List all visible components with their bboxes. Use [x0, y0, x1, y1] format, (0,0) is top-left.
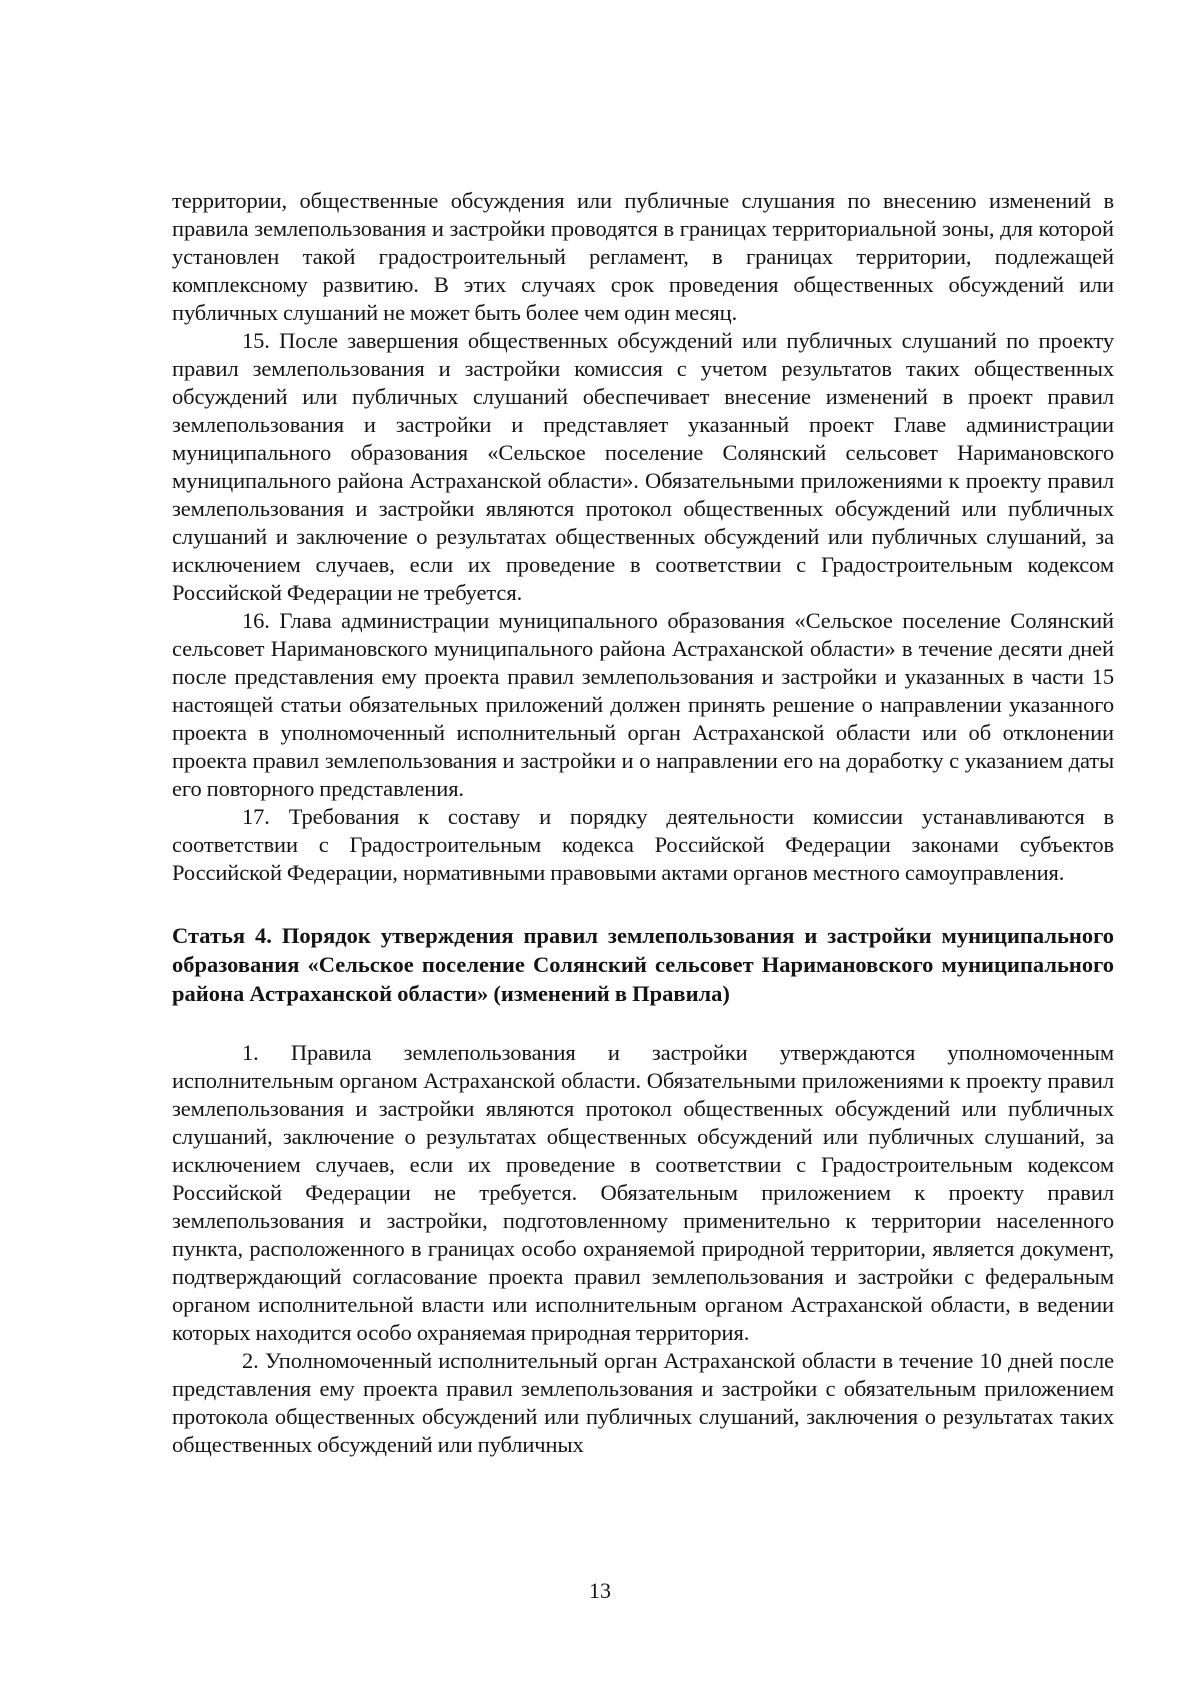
paragraph-item-17: 17. Требования к составу и порядку деятельности комиссии устанавливаются в соответствии с Градостроительным кодекса Российской Федерации законами субъектов Российской Федерации, нормативными правовыми актами органов местного самоуправления.: [172, 804, 1114, 885]
article-heading: Статья 4. Порядок утверждения правил землепользования и застройки муниципального образования «Сельское поселение Солянский сельсовет Наримановского муниципального района Астраханской области» (изменений в Правила): [172, 923, 1114, 1006]
paragraph-continuation: территории, общественные обсуждения или публичные слушания по внесению изменений в правила землепользования и застройки проводятся в границах территориальной зоны, для которой установлен такой градостроительный регламент, в границах территории, подлежащей комплексному развитию. В этих случаях срок проведения общественных обсуждений или публичных слушаний не может быть более чем один месяц.: [172, 188, 1114, 325]
paragraph-item-16: 16. Глава администрации муниципального образования «Сельское поселение Солянский сельсовет Наримановского муниципального района Астраханской области» в течение десяти дней после представления ему проекта правил землепользования и застройки и указанных в части 15 настоящей статьи обязательных приложений должен принять решение о направлении указанного проекта в уполномоченный исполнительный орган Астраханской области или об отклонении проекта правил землепользования и застройки и о направлении его на доработку с указанием даты его повторного представления.: [172, 608, 1114, 801]
document-body: [172, 187, 1114, 1459]
paragraph-item-2: 2. Уполномоченный исполнительный орган Астраханской области в течение 10 дней после представления ему проекта правил землепользования и застройки с обязательным приложением протокола общественных обсуждений или публичных слушаний, заключения о результатах таких общественных обсуждений или публичных: [172, 1348, 1114, 1457]
page-number: 13: [589, 1578, 611, 1603]
paragraph-item-1: 1. Правила землепользования и застройки утверждаются уполномоченным исполнительным органом Астраханской области. Обязательными приложениями к проекту правил землепользования и застройки являются протокол общественных обсуждений или публичных слушаний, заключение о результатах общественных обсуждений или публичных слушаний, за исключением случаев, если их проведение в соответствии с Градостроительным кодексом Российской Федерации не требуется. Обязательным приложением к проекту правил землепользования и застройки, подготовленному применительно к территории населенного пункта, расположенного в границах особо охраняемой природной территории, является документ, подтверждающий согласование проекта правил землепользования и застройки с федеральным органом исполнительной власти или исполнительным органом Астраханской области, в ведении которых находится особо охраняемая природная территория.: [172, 1040, 1114, 1345]
paragraph-item-15: 15. После завершения общественных обсуждений или публичных слушаний по проекту правил землепользования и застройки комиссия с учетом результатов таких общественных обсуждений или публичных слушаний обеспечивает внесение изменений в проект правил землепользования и застройки и представляет указанный проект Главе администрации муниципального образования «Сельское поселение Солянский сельсовет Наримановского муниципального района Астраханской области». Обязательными приложениями к проекту правил землепользования и застройки являются протокол общественных обсуждений или публичных слушаний и заключение о результатах общественных обсуждений или публичных слушаний, за исключением случаев, если их проведение в соответствии с Градостроительным кодексом Российской Федерации не требуется.: [172, 328, 1114, 605]
